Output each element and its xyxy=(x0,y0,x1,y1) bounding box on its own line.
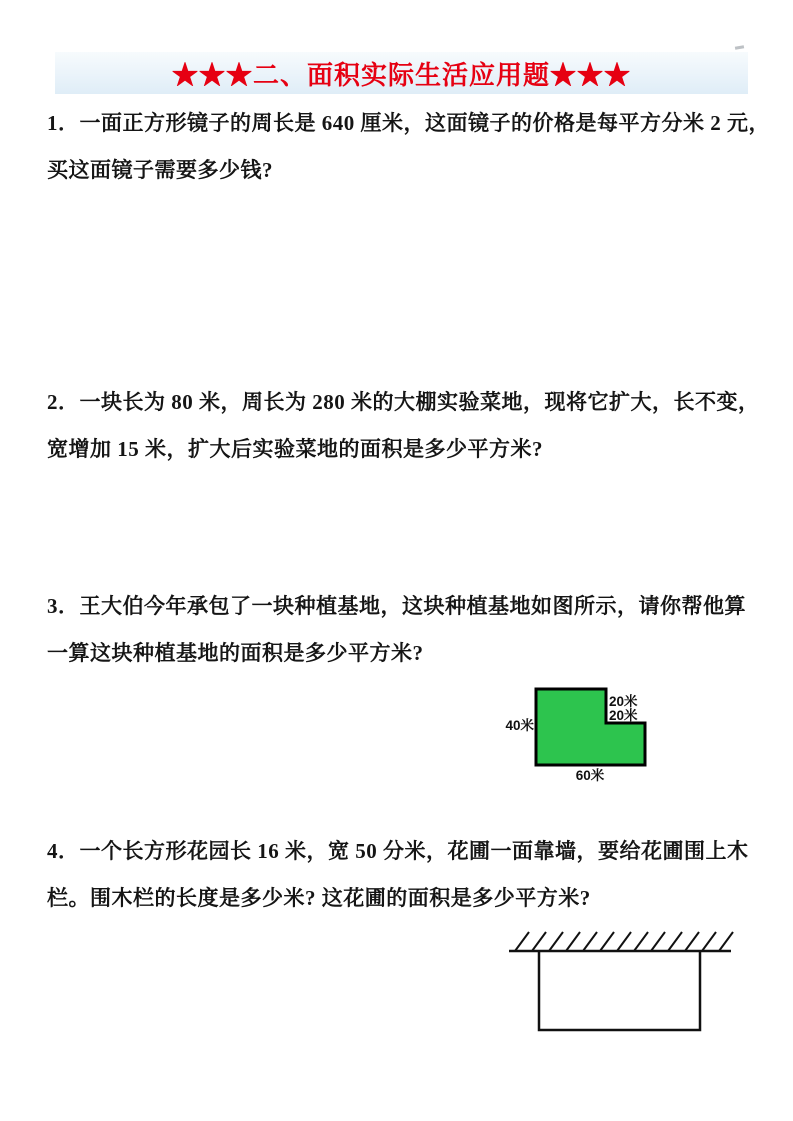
wall-garden-figure xyxy=(505,929,745,1035)
problem-4 xyxy=(47,828,751,922)
dim-label-40m: 40米 xyxy=(505,718,534,733)
dim-label-20m-horizontal: 20米 xyxy=(609,708,638,723)
problem-4-line-2: 栏。围木栏的长度是多少米? 这花圃的面积是多少平方米? xyxy=(47,886,591,910)
problem-4-diagram xyxy=(505,929,745,1035)
problem-1-line-2: 买这面镜子需要多少钱? xyxy=(47,158,273,182)
title-banner xyxy=(55,52,748,94)
problem-3-line-1: 3．王大伯今年承包了一块种植基地，这块种植基地如图所示，请你帮他算 xyxy=(47,594,746,618)
dim-label-60m: 60米 xyxy=(575,768,605,783)
page-title: ★★★二、面积实际生活应用题★★★ xyxy=(171,60,631,90)
problem-4-line-1: 4．一个长方形花园长 16 米，宽 50 分米，花圃一面靠墙，要给花圃围上木 xyxy=(47,839,749,863)
dim-label-20m-vertical: 20米 xyxy=(609,694,638,709)
wall-hatching xyxy=(515,932,733,951)
garden-rectangle xyxy=(539,951,700,1030)
problem-1-line-1: 1．一面正方形镜子的周长是 640 厘米，这面镜子的价格是每平方分米 2 元， xyxy=(47,111,770,135)
problem-1 xyxy=(47,100,770,194)
problem-2-line-2: 宽增加 15 米，扩大后实验菜地的面积是多少平方米? xyxy=(47,437,543,461)
problem-3-line-2: 一算这块种植基地的面积是多少平方米? xyxy=(47,641,424,665)
scan-artifact-dash xyxy=(735,45,744,50)
problem-2-line-1: 2．一块长为 80 米，周长为 280 米的大棚实验菜地，现将它扩大，长不变， xyxy=(47,390,760,414)
problem-3 xyxy=(47,583,751,677)
problem-3-diagram xyxy=(490,682,690,788)
dim-labels-20m xyxy=(609,695,638,723)
problem-2 xyxy=(47,379,760,473)
